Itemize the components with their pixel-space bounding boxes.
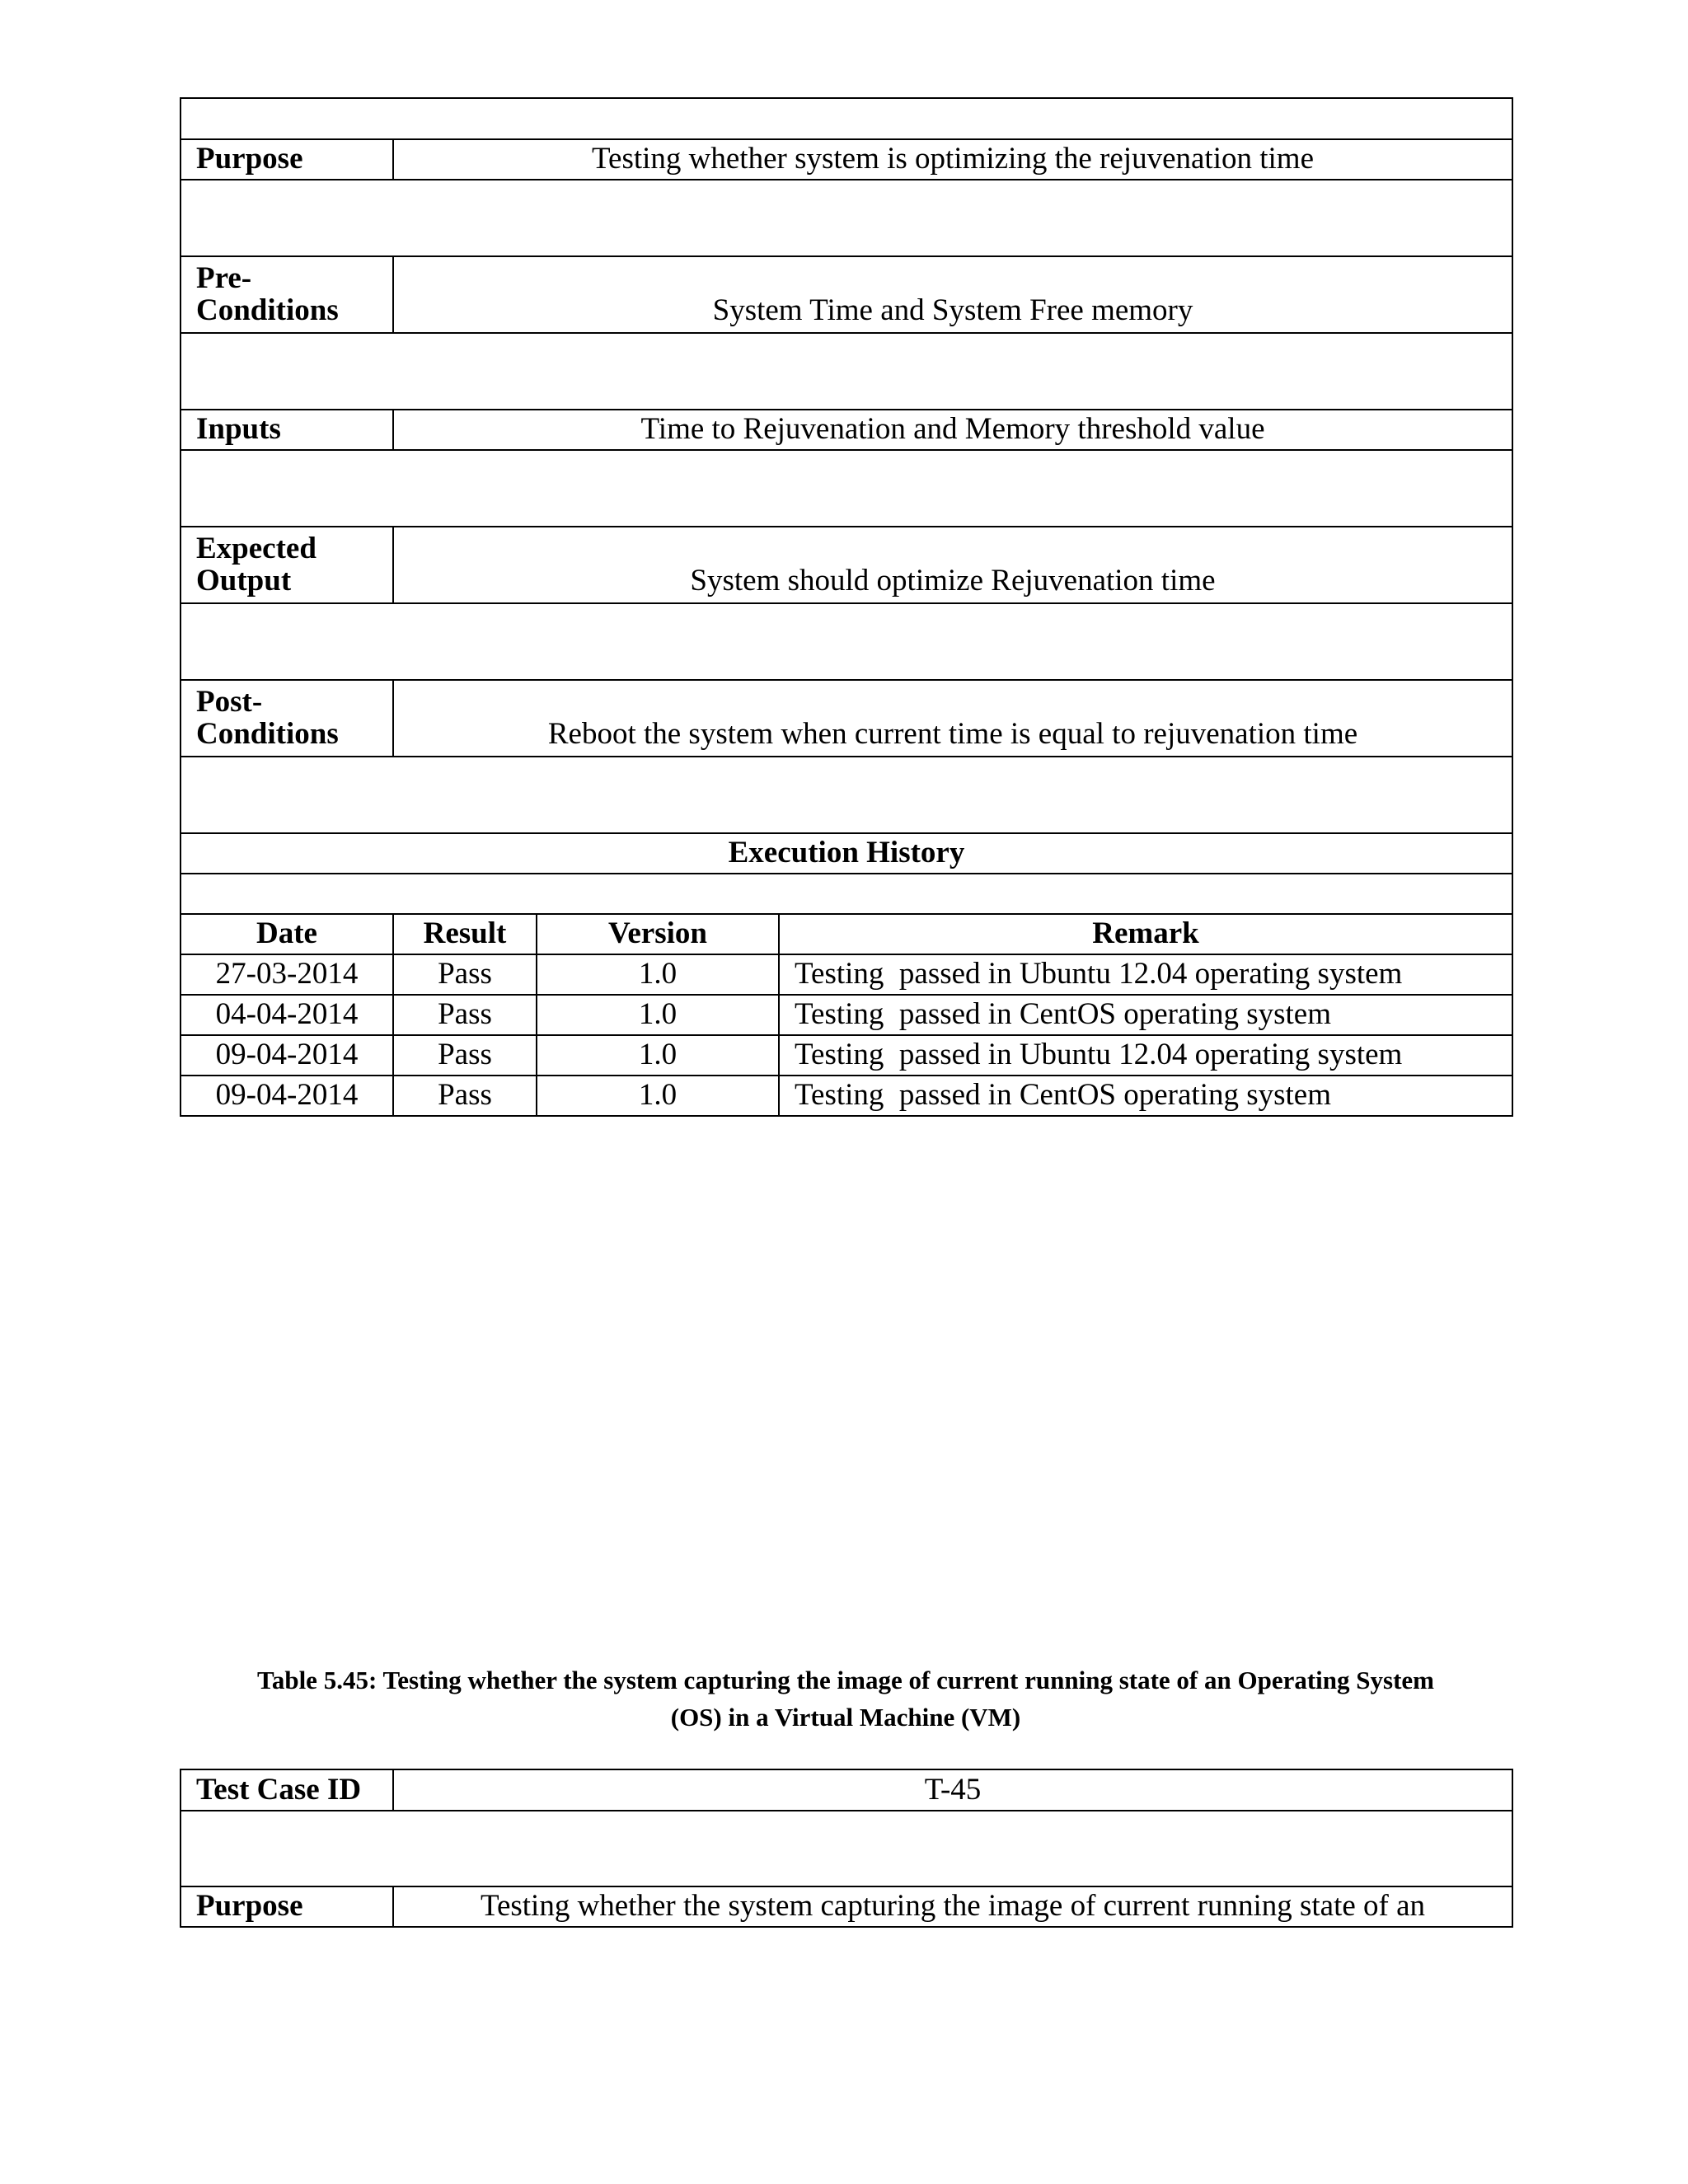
preconditions-value: System Time and System Free memory bbox=[393, 256, 1512, 333]
history-result: Pass bbox=[393, 995, 537, 1035]
next-test-case-table bbox=[180, 1769, 1513, 1928]
caption-line-1: Table 5.45: Testing whether the system capturing the image of current running state of an Operating System bbox=[257, 1666, 1434, 1694]
history-date: 09-04-2014 bbox=[181, 1076, 393, 1116]
column-header-result: Result bbox=[393, 914, 537, 954]
history-remark: Testing passed in CentOS operating system bbox=[779, 995, 1512, 1035]
table-row bbox=[181, 1035, 1512, 1076]
execution-history-title-row bbox=[181, 833, 1512, 874]
postconditions-label bbox=[181, 680, 393, 757]
purpose-label: Purpose bbox=[181, 1886, 393, 1927]
blank-row bbox=[181, 98, 1512, 139]
blank-row bbox=[181, 180, 1512, 256]
column-header-version: Version bbox=[537, 914, 779, 954]
table-caption bbox=[180, 1661, 1512, 1736]
history-remark: Testing passed in Ubuntu 12.04 operating system bbox=[779, 954, 1512, 995]
expected-output-row bbox=[181, 527, 1512, 603]
expected-label-line2: Output bbox=[196, 564, 292, 598]
history-result: Pass bbox=[393, 1076, 537, 1116]
blank-row bbox=[181, 1811, 1512, 1886]
test-case-id-label: Test Case ID bbox=[181, 1769, 393, 1811]
table-row bbox=[181, 995, 1512, 1035]
history-date: 27-03-2014 bbox=[181, 954, 393, 995]
blank-row bbox=[181, 757, 1512, 833]
history-remark: Testing passed in Ubuntu 12.04 operating system bbox=[779, 1035, 1512, 1076]
preconditions-label-line1: Pre- bbox=[196, 261, 252, 296]
preconditions-label bbox=[181, 256, 393, 333]
history-version: 1.0 bbox=[537, 954, 779, 995]
purpose-value: Testing whether the system capturing the image of current running state of an bbox=[393, 1886, 1512, 1927]
expected-output-value: System should optimize Rejuvenation time bbox=[393, 527, 1512, 603]
test-case-table bbox=[180, 97, 1513, 1117]
preconditions-row bbox=[181, 256, 1512, 333]
blank-row bbox=[181, 603, 1512, 680]
execution-history-title: Execution History bbox=[181, 833, 1512, 874]
history-result: Pass bbox=[393, 954, 537, 995]
caption-line-2: (OS) in a Virtual Machine (VM) bbox=[670, 1703, 1021, 1732]
purpose-row bbox=[181, 1886, 1512, 1927]
test-case-id-value: T-45 bbox=[393, 1769, 1512, 1811]
postconditions-label-line2: Conditions bbox=[196, 717, 339, 752]
blank-row bbox=[181, 333, 1512, 410]
blank-row bbox=[181, 874, 1512, 914]
history-result: Pass bbox=[393, 1035, 537, 1076]
inputs-value: Time to Rejuvenation and Memory threshold value bbox=[393, 410, 1512, 450]
history-date: 04-04-2014 bbox=[181, 995, 393, 1035]
history-version: 1.0 bbox=[537, 995, 779, 1035]
postconditions-row bbox=[181, 680, 1512, 757]
column-header-remark: Remark bbox=[779, 914, 1512, 954]
purpose-label: Purpose bbox=[181, 139, 393, 180]
history-header-row bbox=[181, 914, 1512, 954]
history-remark: Testing passed in CentOS operating system bbox=[779, 1076, 1512, 1116]
table-row bbox=[181, 954, 1512, 995]
postconditions-value: Reboot the system when current time is equal to rejuvenation time bbox=[393, 680, 1512, 757]
purpose-value: Testing whether system is optimizing the rejuvenation time bbox=[393, 139, 1512, 180]
column-header-date: Date bbox=[181, 914, 393, 954]
test-case-id-row bbox=[181, 1769, 1512, 1811]
purpose-row bbox=[181, 139, 1512, 180]
postconditions-label-line1: Post- bbox=[196, 685, 263, 719]
history-version: 1.0 bbox=[537, 1076, 779, 1116]
blank-row bbox=[181, 450, 1512, 527]
inputs-row bbox=[181, 410, 1512, 450]
history-version: 1.0 bbox=[537, 1035, 779, 1076]
preconditions-label-line2: Conditions bbox=[196, 293, 339, 328]
history-date: 09-04-2014 bbox=[181, 1035, 393, 1076]
expected-label-line1: Expected bbox=[196, 532, 316, 566]
expected-output-label bbox=[181, 527, 393, 603]
table-row bbox=[181, 1076, 1512, 1116]
inputs-label: Inputs bbox=[181, 410, 393, 450]
